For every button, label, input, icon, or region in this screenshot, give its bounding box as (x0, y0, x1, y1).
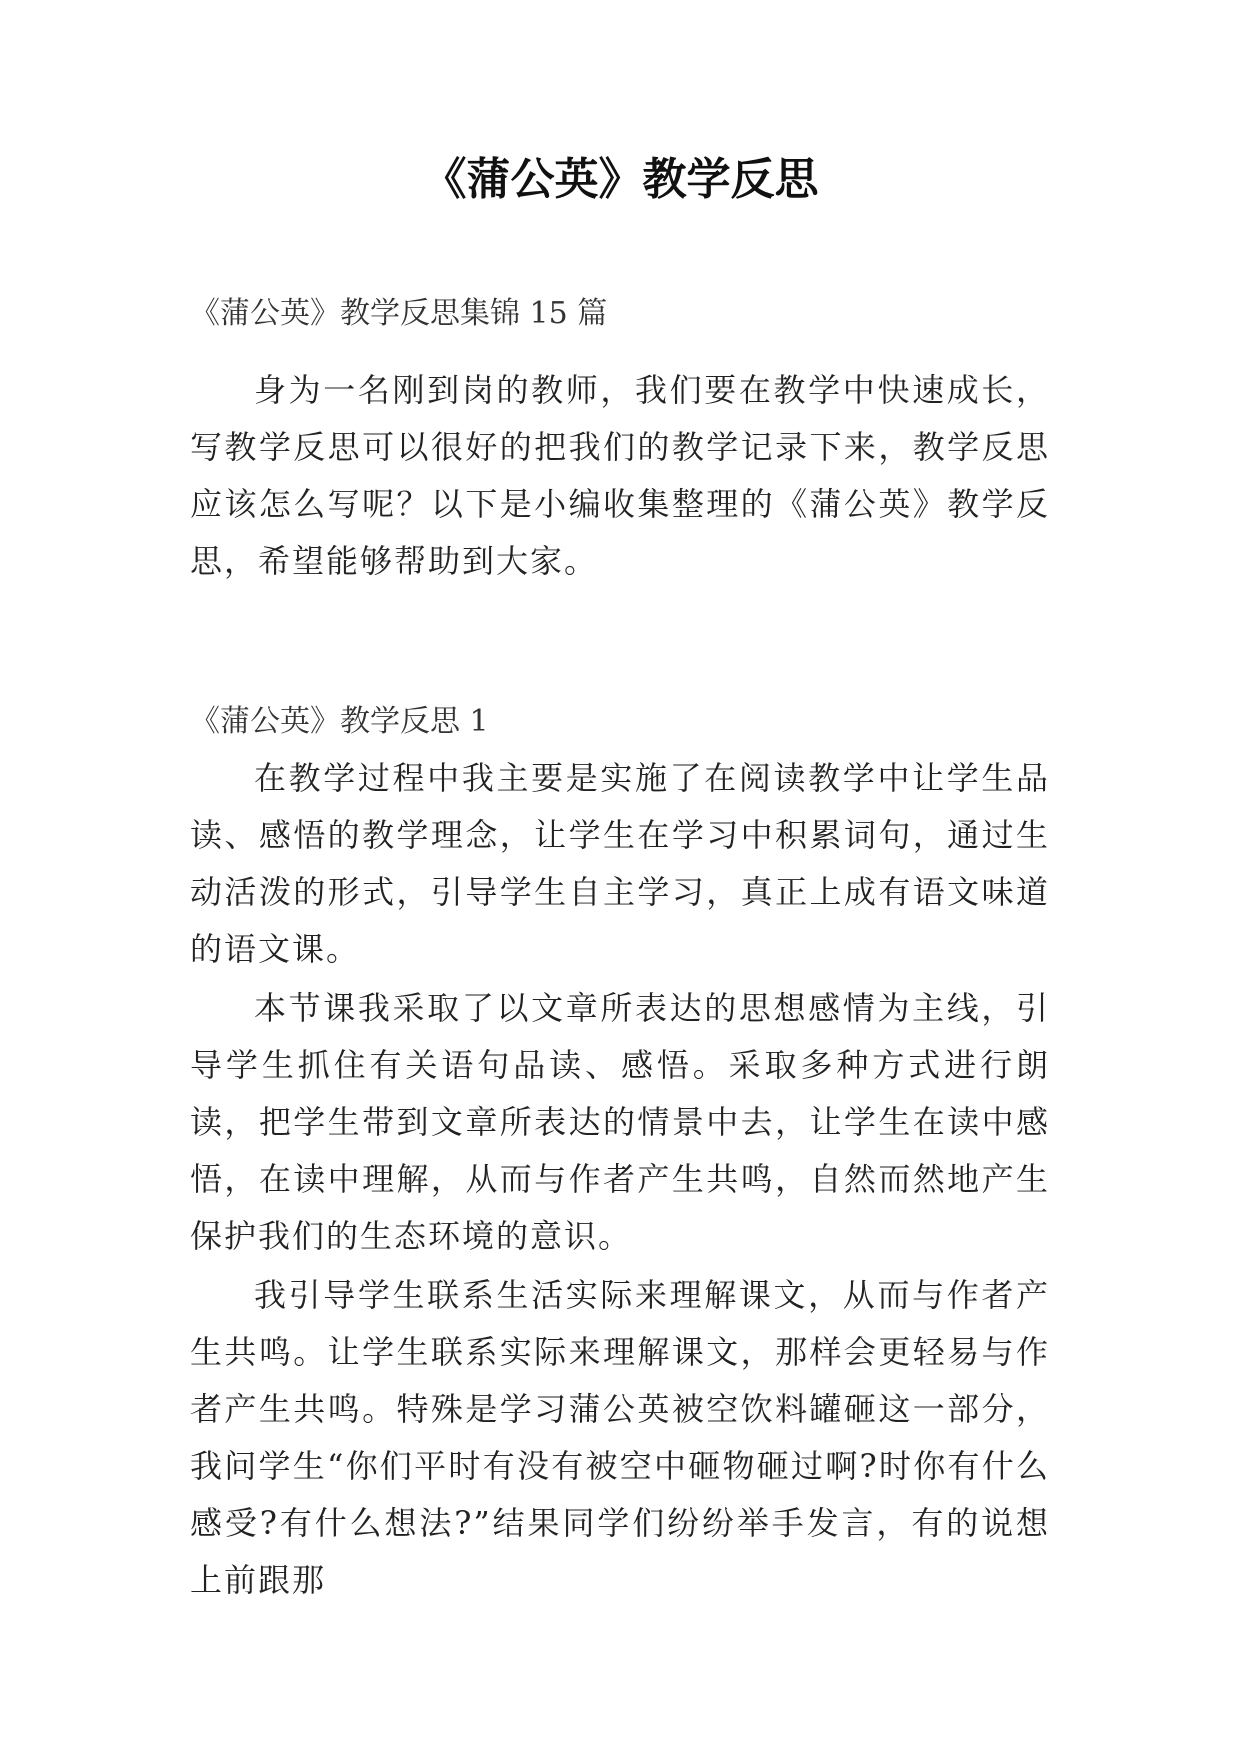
section-heading: 《蒲公英》教学反思 1 (190, 704, 489, 739)
document-title: 《蒲公英》教学反思 (422, 154, 819, 205)
body-paragraph-2: 本节课我采取了以文章所表达的思想感情为主线，引导学生抓住有关语句品读、感悟。采取多种方式进行朗读，把学生带到文章所表达的情景中去，让学生在读中感悟，在读中理解，从而与作者产生共鸣，自然而然地产生保护我们的生态环境的意识。 (190, 989, 1050, 1255)
intro-paragraph: 身为一名刚到岗的教师，我们要在教学中快速成长，写教学反思可以很好的把我们的教学记录下来，教学反思应该怎么写呢？以下是小编收集整理的《蒲公英》教学反思，希望能够帮助到大家。 (190, 371, 1050, 580)
body-paragraph-3: 我引导学生联系生活实际来理解课文，从而与作者产生共鸣。让学生联系实际来理解课文，那样会更轻易与作者产生共鸣。特殊是学习蒲公英被空饮料罐砸这一部分，我问学生“你们平时有没有被空中砸物砸过啊?时你有什么感受?有什么想法?”结果同学们纷纷举手发言，有的说想上前跟那 (190, 1276, 1050, 1599)
document-subtitle: 《蒲公英》教学反思集锦 15 篇 (190, 296, 608, 331)
body-paragraph-1: 在教学过程中我主要是实施了在阅读教学中让学生品读、感悟的教学理念，让学生在学习中积累词句，通过生动活泼的形式，引导学生自主学习，真正上成有语文味道的语文课。 (190, 759, 1050, 968)
